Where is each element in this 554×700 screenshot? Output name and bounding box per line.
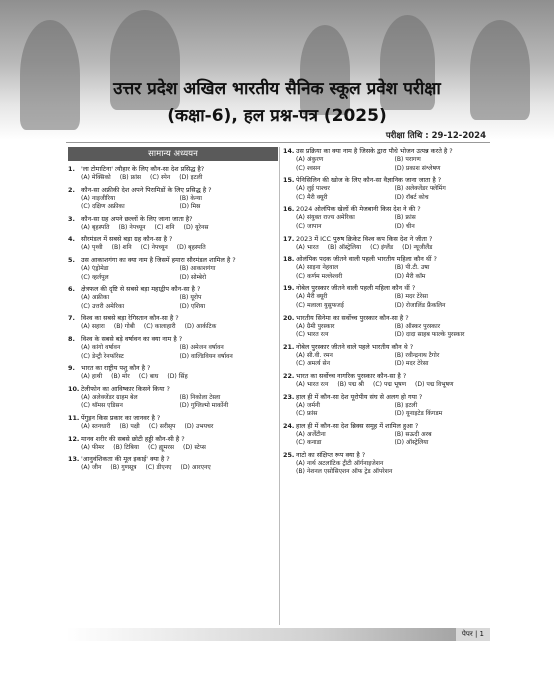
answer-option: (C) फ्रांस — [296, 410, 318, 418]
column-divider — [279, 147, 280, 625]
answer-option: (B) शनि — [111, 244, 132, 252]
question-number: 1. — [68, 165, 75, 173]
answer-option: (C) व्हर्लपूल — [81, 273, 109, 281]
answer-option: (A) स्तनधारी — [81, 422, 111, 430]
question-text — [68, 186, 278, 195]
question-text — [68, 314, 278, 323]
answer-option: (B) ऑस्कर पुरस्कार — [394, 322, 441, 330]
answer-option: (B) मदर टेरेसा — [394, 293, 428, 301]
question-stem: विश्व का सबसे बड़ा रेगिस्तान कौन-सा है ? — [81, 314, 179, 323]
question-number: 9. — [68, 364, 75, 373]
question-text — [283, 255, 493, 264]
question-text — [283, 284, 493, 293]
question-stem: पेनिसिलिन की खोज के लिए कौन-सा वैज्ञानिक जाना जाता है ? — [296, 176, 442, 185]
question-stem: क्षेत्रफल की दृष्टि से सबसे बड़ा महाद्वीप कौन-सा है ? — [81, 285, 201, 294]
question-stem: भारत का राष्ट्रीय पशु कौन है ? — [81, 364, 151, 373]
question-text — [283, 147, 493, 156]
question-text — [283, 343, 493, 352]
question-text — [68, 256, 278, 265]
answer-option: (B) नेपच्यून — [118, 223, 146, 231]
question-text — [68, 364, 278, 373]
question-item — [68, 435, 278, 453]
answer-option: (D) ऑस्ट्रेलिया — [394, 439, 429, 447]
question-stem: ओलंपिक पदक जीतने वाली पहली भारतीय महिला कौन थीं ? — [296, 255, 437, 264]
option-list — [68, 373, 278, 382]
page-footer — [66, 628, 490, 641]
question-stem: सौरमंडल में सबसे बड़ा ग्रह कौन-सा है ? — [81, 235, 173, 244]
answer-option: (B) केन्या — [179, 194, 202, 202]
answer-option: (B) सऊदी अरब — [394, 430, 432, 438]
option-list — [283, 264, 493, 281]
option-list — [68, 265, 278, 282]
question-stem: विश्व के सबसे बड़े वर्षावन का क्या नाम है ? — [81, 334, 183, 343]
question-number: 2. — [68, 185, 75, 194]
answer-option: (C) जापान — [296, 222, 322, 230]
question-item — [283, 314, 493, 340]
answer-option: (A) बृहस्पति — [81, 223, 110, 231]
answer-option: (B) पक्षी — [119, 422, 140, 430]
answer-option: (D) स्टेप्स — [182, 443, 206, 451]
answer-option: (D) उभयचर — [184, 422, 214, 430]
answer-option: (B) फ्रांस — [119, 174, 142, 181]
answer-option: (A) भारत रत्न — [296, 380, 329, 388]
answer-option: (C) थॉमस एडिसन — [81, 402, 123, 410]
option-list — [283, 323, 493, 340]
answer-option: (B) अमेजन वर्षावन — [179, 343, 224, 351]
question-stem: 'आनुवंशिकता की मूल इकाई' क्या है ? — [81, 455, 170, 464]
option-list — [283, 244, 493, 253]
answer-option: (C) कर्णम मल्लेश्वरी — [296, 272, 343, 280]
answer-option: (D) आर्कटिक — [184, 323, 217, 331]
question-stem: भारतीय सिनेमा का सर्वोच्च पुरस्कार कौन-सा है ? — [296, 313, 409, 322]
page-subtitle: (कक्षा-6), हल प्रश्न-पत्र (2025) — [167, 106, 387, 126]
answer-option: (C) ह्यूमरस — [147, 443, 174, 451]
right-column — [283, 147, 493, 480]
answer-option: (A) सी.वी. रमन — [296, 351, 333, 359]
question-item — [283, 205, 493, 231]
question-text — [283, 372, 493, 381]
question-stem: 2023 में ICC पुरुष क्रिकेट विश्व कप किस देश ने जीता ? — [296, 234, 433, 243]
question-item — [68, 285, 278, 311]
question-stem: नोबेल पुरस्कार जीतने वाले पहले भारतीय कौन थे ? — [296, 342, 414, 351]
answer-option: (B) इटली — [394, 401, 418, 409]
option-list — [68, 244, 278, 253]
answer-option: (A) जीन — [81, 464, 102, 472]
answer-option: (B) गुणसूत्र — [110, 464, 137, 472]
question-stem: नोबेल पुरस्कार जीतने वाली पहली महिला कौन थीं ? — [296, 284, 416, 293]
answer-option: (A) सहारा — [81, 323, 105, 331]
question-stem: नाटो का संक्षिप्त रूप क्या है ? — [296, 450, 366, 459]
question-item — [283, 235, 493, 253]
answer-option: (C) पद्म भूषण — [373, 380, 407, 388]
question-text — [283, 314, 493, 323]
answer-option: (B) टिबिया — [113, 443, 139, 451]
question-item — [283, 176, 493, 202]
answer-option: (B) यूरोप — [179, 294, 202, 302]
question-number: 16. — [283, 205, 295, 214]
answer-option: (B) फ्रांस — [394, 214, 416, 222]
question-text — [68, 385, 278, 394]
option-list — [283, 185, 493, 202]
question-number: 13. — [68, 455, 80, 464]
question-text — [68, 335, 278, 344]
option-list — [283, 381, 493, 390]
question-stem: कौन-सा ग्रह अपने छल्लों के लिए जाना जाता है? — [81, 214, 193, 223]
question-item — [68, 165, 278, 183]
answer-option: (C) उत्तरी अमेरिका — [81, 302, 125, 310]
page-title: उत्तर प्रदेश अखिल भारतीय सैनिक स्कूल प्रवेश परीक्षा — [113, 79, 441, 99]
question-item — [68, 215, 278, 233]
question-text — [68, 285, 278, 294]
option-list — [68, 464, 278, 473]
answer-option: (C) कालाहारी — [143, 323, 176, 331]
question-number: 8. — [68, 334, 75, 343]
page-number: पेपर | 1 — [456, 628, 490, 641]
answer-option: (B) रवीन्द्रनाथ टैगोर — [394, 351, 440, 359]
answer-option: (C) दक्षिण अफ्रीका — [81, 203, 125, 211]
question-stem: पेंगुइन किस प्रकार का जानवर है ? — [81, 413, 161, 422]
option-list — [68, 224, 278, 233]
option-list — [68, 444, 278, 453]
answer-option: (D) मैरी कॉम — [394, 272, 426, 280]
question-stem: कौन-सा अफ्रीकी देश अपने पिरामिडों के लिए प्रसिद्ध है ? — [81, 185, 212, 194]
question-number: 3. — [68, 214, 75, 223]
answer-option: (D) चीन — [394, 222, 415, 230]
answer-option: (C) बाघ — [138, 373, 159, 381]
answer-option: (D) सिंह — [167, 373, 188, 381]
answer-option: (D) यूनाइटेड किंगडम — [394, 410, 443, 418]
answer-option: (A) कांगो वर्षावन — [81, 343, 121, 351]
answer-option: (A) अफ्रीका — [81, 294, 110, 302]
question-stem: 'ला टोमाटिना' त्यौहार के लिए कौन-सा देश प्रसिद्ध है? — [81, 165, 205, 173]
question-number: 18. — [283, 255, 295, 264]
question-text — [68, 455, 278, 464]
exam-date: परीक्षा तिथि : 29-12-2024 — [385, 131, 486, 141]
option-list — [283, 431, 493, 448]
answer-option: (C) इंग्लैंड — [370, 243, 394, 251]
answer-option: (A) भारत — [296, 243, 319, 251]
question-stem: मानव शरीर की सबसे छोटी हड्डी कौन-सी है ? — [81, 434, 185, 443]
question-item — [283, 343, 493, 369]
question-stem: हाल ही में कौन-सा देश यूरोपीय संघ से अलग हो गया ? — [296, 392, 423, 401]
question-text — [283, 235, 493, 244]
answer-option: (A) जर्मनी — [296, 401, 320, 409]
answer-option: (D) रॉबर्ट कोच — [394, 193, 429, 201]
question-number: 7. — [68, 314, 75, 323]
option-list — [68, 423, 278, 432]
answer-option: (A) नाइजीरिया — [81, 194, 116, 202]
answer-option: (D) न्यूजीलैंड — [402, 243, 433, 251]
question-item — [283, 451, 493, 477]
answer-option: (D) आरएनए — [180, 464, 211, 472]
answer-option: (B) परागण — [394, 156, 421, 163]
answer-option: (A) अलेक्जेंडर ग्राहम बेल — [81, 393, 138, 401]
question-item — [68, 256, 278, 282]
question-item — [283, 147, 493, 173]
question-number: 25. — [283, 450, 295, 459]
question-number: 15. — [283, 176, 295, 185]
answer-option: (C) स्पेन — [150, 174, 171, 181]
answer-option: (C) मैरी क्यूरी — [296, 193, 328, 201]
question-text — [68, 414, 278, 423]
option-list — [283, 402, 493, 419]
answer-option: (B) मोर — [111, 373, 130, 381]
question-item — [68, 364, 278, 382]
answer-option: (A) एंड्रोमेडा — [81, 264, 109, 272]
answer-option: (D) यूरेनस — [183, 223, 209, 231]
answer-option: (A) पृथ्वी — [81, 244, 103, 252]
question-number: 12. — [68, 434, 80, 443]
question-text — [283, 451, 493, 460]
question-item — [68, 235, 278, 253]
question-number: 21. — [283, 342, 295, 351]
answer-option: (D) पद्म विभूषण — [415, 380, 454, 388]
question-text — [283, 393, 493, 402]
question-number: 4. — [68, 235, 75, 244]
answer-option: (A) नार्थ अटलांटिक ट्रीटी ऑर्गनाइजेशन — [296, 459, 384, 467]
question-text — [68, 435, 278, 444]
question-text — [283, 422, 493, 431]
question-item — [68, 385, 278, 411]
answer-option: (A) संयुक्त राज्य अमेरिका — [296, 214, 355, 222]
answer-option: (B) निकोला टेस्ला — [179, 393, 221, 401]
answer-option: (D) वाल्डिवियन वर्षावन — [179, 352, 233, 360]
question-stem: टेलीफोन का आविष्कार किसने किया ? — [81, 384, 170, 393]
question-stem: हाल ही में कौन-सा देश ब्रिक्स समूह में शामिल हुआ ? — [296, 421, 419, 430]
question-item — [68, 414, 278, 432]
option-list — [283, 293, 493, 310]
answer-option: (D) एशिया — [179, 302, 206, 310]
option-list — [283, 156, 493, 173]
question-number: 5. — [68, 255, 75, 264]
answer-option: (C) मलाला युसुफजई — [296, 301, 344, 309]
answer-option: (C) नेपच्यून — [140, 244, 168, 252]
option-list — [68, 294, 278, 311]
photo-figure — [300, 25, 350, 115]
answer-option: (C) सरीसृप — [148, 422, 176, 430]
question-number: 11. — [68, 413, 80, 422]
answer-option: (B) ऑस्ट्रेलिया — [327, 243, 362, 251]
question-number: 6. — [68, 285, 75, 294]
question-item — [68, 314, 278, 332]
question-number: 19. — [283, 284, 295, 293]
answer-option: (A) ग्रैमी पुरस्कार — [296, 322, 335, 330]
question-number: 24. — [283, 421, 295, 430]
question-item — [283, 372, 493, 390]
left-column — [68, 147, 278, 476]
question-item — [283, 255, 493, 281]
answer-option: (C) अमर्त्य सेन — [296, 360, 330, 368]
answer-option: (A) लुई पाश्चर — [296, 185, 330, 193]
question-item — [283, 393, 493, 419]
question-number: 17. — [283, 234, 295, 243]
question-item — [283, 284, 493, 310]
header-divider — [66, 142, 490, 143]
question-stem: 2024 ओलंपिक खेलों की मेजबानी किस देश ने की ? — [296, 205, 421, 214]
option-list — [68, 195, 278, 212]
answer-option: (C) श्वसन — [296, 164, 321, 172]
option-list — [68, 394, 278, 411]
question-item — [68, 335, 278, 361]
answer-option: (C) डीएनए — [145, 464, 172, 472]
option-list — [68, 344, 278, 361]
answer-option: (B) पी.टी. उषा — [394, 264, 430, 272]
question-number: 23. — [283, 392, 295, 401]
option-list — [283, 352, 493, 369]
answer-option: (C) कनाडा — [296, 439, 322, 447]
option-list — [283, 214, 493, 231]
answer-option: (D) सोम्बेरो — [179, 273, 207, 281]
answer-option: (A) मेक्सिको — [81, 174, 111, 181]
option-list — [68, 323, 278, 332]
answer-option: (D) इटली — [179, 174, 203, 181]
question-stem: उस आकाशगंगा का क्या नाम है जिसमें हमारा सौरमंडल शामिल है ? — [81, 255, 236, 264]
answer-option: (A) अंकुरण — [296, 156, 324, 163]
question-number: 20. — [283, 313, 295, 322]
question-stem: भारत का सर्वोच्च नागरिक पुरस्कार कौन-सा है ? — [296, 371, 407, 380]
answer-option: (D) रोजालिंड फ्रैंकलिन — [394, 301, 446, 309]
answer-option: (C) भारत रत्न — [296, 331, 329, 339]
option-list — [283, 460, 493, 477]
answer-option: (D) दादा साहब फाल्के पुरस्कार — [394, 331, 465, 339]
answer-option: (D) मिस्र — [179, 203, 201, 211]
question-number: 10. — [68, 384, 80, 393]
answer-option: (D) बृहस्पति — [176, 244, 206, 252]
answer-option: (B) अलेक्जेंडर फ्लेमिंग — [394, 185, 446, 193]
answer-option: (D) गुग्लिल्मो मार्कोनी — [179, 402, 229, 410]
answer-option: (B) पद्म श्री — [337, 380, 365, 388]
answer-option: (C) शनि — [154, 223, 175, 231]
answer-option: (A) हाथी — [81, 373, 103, 381]
answer-option: (A) फीमर — [81, 443, 105, 451]
answer-option: (B) गोबी — [113, 323, 135, 331]
answer-option: (B) नेशनल एसोसिएशन ऑफ ट्रेड ऑपरेशन — [296, 468, 393, 476]
answer-option: (B) आकाशगंगा — [179, 264, 216, 272]
question-number: 22. — [283, 371, 295, 380]
answer-option: (A) मैरी क्यूरी — [296, 293, 328, 301]
question-text — [68, 215, 278, 224]
question-item — [68, 455, 278, 473]
option-list — [68, 174, 278, 183]
answer-option: (A) साइना नेहवाल — [296, 264, 339, 272]
question-stem: उस प्रक्रिया का क्या नाम है जिसके द्वारा पौधे भोजन उत्पन्न करते है ? — [296, 147, 453, 155]
question-item — [68, 186, 278, 212]
answer-option: (C) डेन्ट्री रेनफॉरेस्ट — [81, 352, 124, 360]
question-text — [68, 165, 278, 174]
question-number: 14. — [283, 147, 295, 155]
answer-option: (D) मदर टेरेसा — [394, 360, 429, 368]
answer-option: (A) अर्जेंटीना — [296, 430, 326, 438]
question-text — [283, 176, 493, 185]
question-item — [283, 422, 493, 448]
answer-option: (D) प्रकाश संश्लेषण — [394, 164, 441, 172]
section-heading: सामान्य अध्ययन — [68, 147, 278, 161]
